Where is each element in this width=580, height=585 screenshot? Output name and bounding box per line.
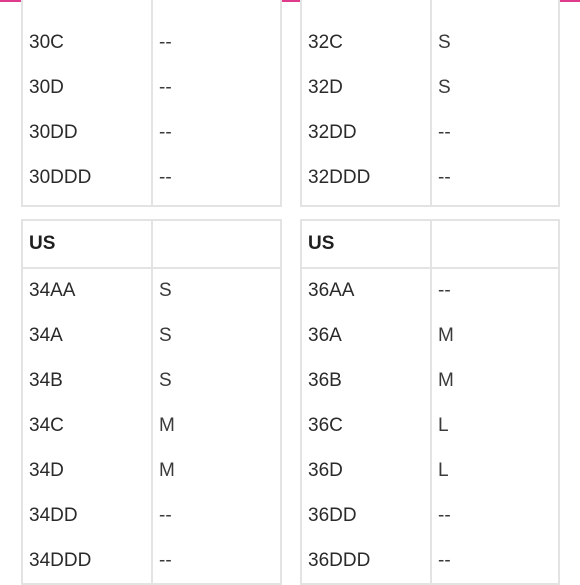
table-header-us: US — [23, 221, 152, 268]
fit-size-cell: -- — [438, 504, 451, 526]
band-size-cell: 32D — [302, 65, 431, 110]
table-row — [302, 268, 558, 313]
band-size-cell: 32DD — [302, 110, 431, 155]
band-size-cell: 34C — [23, 403, 152, 448]
table-header-row — [302, 221, 558, 268]
band-size-cell: 34A — [23, 313, 152, 358]
band-size-cell: 32C — [302, 20, 431, 65]
fit-size-cell: S — [159, 369, 172, 391]
table-row — [302, 155, 558, 200]
fit-size-cell: -- — [438, 166, 451, 188]
size-table-32 — [300, 0, 560, 207]
table-row — [302, 403, 558, 448]
fit-size-cell: -- — [438, 280, 451, 301]
table-header-empty — [431, 221, 558, 268]
band-size-cell: 30D — [23, 65, 152, 110]
band-size-cell: 36DD — [302, 493, 431, 538]
table-row — [302, 65, 558, 110]
table-row — [23, 313, 280, 358]
table-header-us: US — [302, 221, 431, 268]
fit-size-cell: -- — [438, 549, 451, 571]
band-size-cell: 34DD — [23, 493, 152, 538]
table-header-empty — [152, 221, 280, 268]
band-size-cell: 36A — [302, 313, 431, 358]
fit-size-cell: S — [438, 76, 451, 98]
table-row — [302, 538, 558, 583]
table-row — [23, 20, 280, 65]
table-row — [302, 313, 558, 358]
fit-size-cell: S — [159, 280, 172, 301]
table-header-row — [23, 221, 280, 268]
band-size-cell: 36DDD — [302, 538, 431, 583]
band-size-cell: 36D — [302, 448, 431, 493]
table-row — [23, 110, 280, 155]
table-row — [302, 493, 558, 538]
fit-size-cell: S — [159, 324, 172, 346]
table-row — [302, 20, 558, 65]
fit-size-cell: -- — [159, 76, 172, 98]
fit-size-cell: L — [438, 459, 449, 481]
band-size-cell: 34B — [23, 358, 152, 403]
fit-size-cell: -- — [438, 121, 451, 143]
table-row — [23, 403, 280, 448]
fit-size-cell: -- — [159, 31, 172, 53]
fit-size-cell: M — [159, 459, 175, 481]
size-table-34 — [21, 219, 282, 585]
fit-size-cell: M — [438, 324, 454, 346]
band-size-cell: 36AA — [302, 268, 431, 313]
table-row — [302, 358, 558, 403]
band-size-cell: 34DDD — [23, 538, 152, 583]
table-row — [23, 358, 280, 403]
table-row — [23, 65, 280, 110]
table-row — [23, 493, 280, 538]
fit-size-cell: M — [438, 369, 454, 391]
table-row — [23, 268, 280, 313]
table-row — [302, 448, 558, 493]
band-size-cell: 30DDD — [23, 155, 152, 200]
fit-size-cell: -- — [159, 549, 172, 571]
fit-size-cell: S — [438, 31, 451, 53]
band-size-cell: 34D — [23, 448, 152, 493]
table-row — [23, 155, 280, 200]
band-size-cell: 30C — [23, 20, 152, 65]
band-size-cell: 30DD — [23, 110, 152, 155]
band-size-cell: 34AA — [23, 268, 152, 313]
fit-size-cell: M — [159, 414, 175, 436]
band-size-cell: 36C — [302, 403, 431, 448]
size-table-36 — [300, 219, 560, 585]
band-size-cell: 32DDD — [302, 155, 431, 200]
band-size-cell: 36B — [302, 358, 431, 403]
size-table-30 — [21, 0, 282, 207]
fit-size-cell: L — [438, 414, 449, 436]
table-row — [23, 538, 280, 583]
table-row — [302, 110, 558, 155]
fit-size-cell: -- — [159, 504, 172, 526]
table-row — [23, 448, 280, 493]
fit-size-cell: -- — [159, 166, 172, 188]
fit-size-cell: -- — [159, 121, 172, 143]
